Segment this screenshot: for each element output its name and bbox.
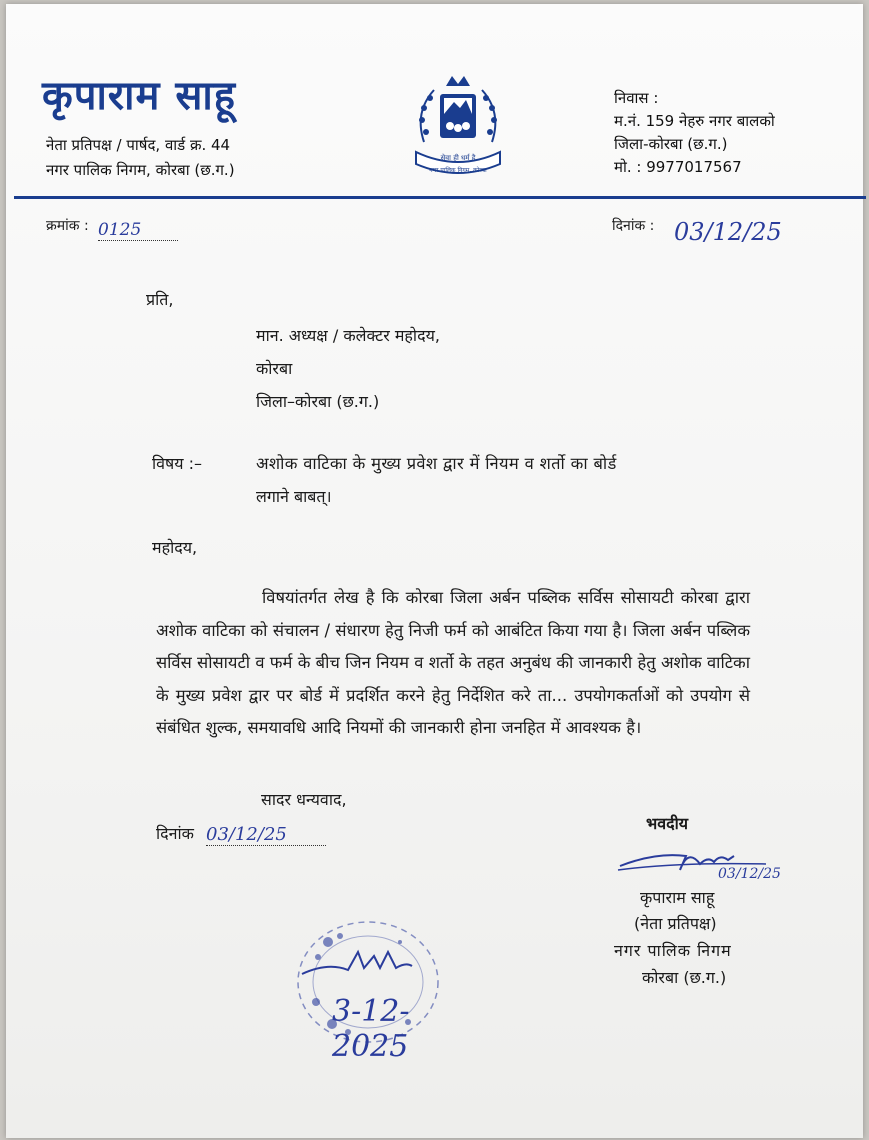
sender-organization: नगर पालिक निगम, कोरबा (छ.ग.) [46, 161, 235, 179]
municipal-emblem-logo [404, 72, 512, 184]
salutation: महोदय, [152, 538, 198, 557]
stamp-date: 3-12-2025 [332, 994, 410, 1064]
dinank-value: 03/12/25 [674, 218, 782, 246]
closing-thanks: सादर धन्यवाद, [261, 790, 347, 809]
signatory-name: कृपाराम साहू [640, 888, 715, 907]
bhavdiya-label: भवदीय [646, 814, 689, 833]
addressee-line-1: मान. अध्यक्ष / कलेक्टर महोदय, [256, 326, 440, 345]
kramank-label: क्रमांक : [46, 218, 89, 234]
addressee-line-3: जिला–कोरबा (छ.ग.) [256, 392, 380, 411]
subject-line-1: अशोक वाटिका के मुख्य प्रवेश द्वार में नियम व शर्तो का बोर्ड [256, 454, 617, 473]
letter-body: विषयांतर्गत लेख है कि कोरबा जिला अर्बन पब्लिक सर्विस सोसायटी कोरबा द्वारा अशोक वाटिका को संचालन / संधारण हेतु निजी फर्म को आबंटित किया गया है। जिला अर्बन पब्लिक सर्विस सोसायटी व फर्म के बीच जिन नियम व शर्तो के तहत अनुबंध की जानकारी हेतु अशोक वाटिका के मुख्य प्रवेश द्वार पर बोर्ड में प्रदर्शित करने हेतु निर्देशित करे ता... उपयोगकर्ताओं को उपयोग से संबंधित शुल्क, समयावधि आदि नियमों की जानकारी होना जनहित में आवश्यक है। [156, 588, 750, 737]
phone-number: मो. : 9977017567 [614, 158, 742, 176]
subject-line-2: लगाने बाबत्। [256, 487, 332, 506]
kramank-field [98, 220, 178, 241]
footer-date-label: दिनांक [156, 824, 194, 843]
received-stamp [288, 912, 468, 1064]
emblem-motto: सेवा ही धर्म है [440, 154, 476, 162]
residence-label: निवास : [614, 89, 659, 107]
letter-page [6, 4, 863, 1138]
address-line-2: जिला-कोरबा (छ.ग.) [614, 135, 728, 153]
prati-label: प्रति, [146, 290, 174, 309]
dinank-label: दिनांक : [612, 218, 655, 234]
sender-name: कृपाराम साहू [42, 73, 237, 119]
signatory-title: (नेता प्रतिपक्ष) [634, 914, 717, 933]
footer-date-value: 03/12/25 [206, 824, 326, 846]
emblem-caption: नगर पालिक निगम, कोरबा [429, 167, 487, 174]
addressee-line-2: कोरबा [256, 359, 293, 378]
letterhead-divider [14, 196, 866, 199]
signatory-city: कोरबा (छ.ग.) [642, 968, 727, 987]
signature-date: 03/12/25 [718, 866, 781, 882]
footer-date-field [206, 824, 326, 846]
sender-designation: नेता प्रतिपक्ष / पार्षद, वार्ड क्र. 44 [46, 136, 231, 154]
kramank-value: 0125 [98, 220, 178, 241]
address-line-1: म.नं. 159 नेहरु नगर बालको [614, 112, 775, 130]
signatory-org: नगर पालिक निगम [614, 941, 732, 960]
subject-label: विषय :– [152, 454, 203, 473]
